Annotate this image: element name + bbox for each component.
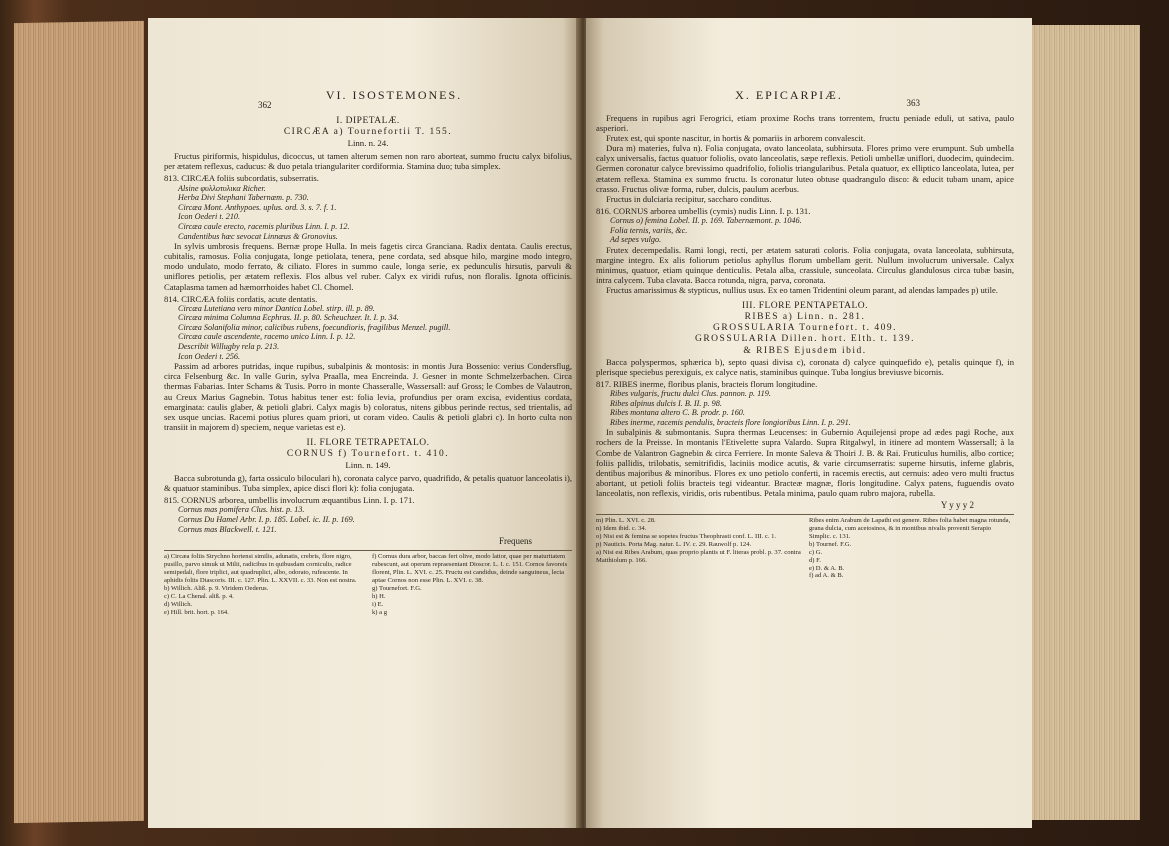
footnote: f) ad A. & B. bbox=[809, 572, 844, 580]
linnaeus-ref: Linn. n. 149. bbox=[345, 460, 391, 471]
synonym: Ribes alpinus dulcis I. B. II. p. 98. bbox=[610, 398, 722, 408]
footnote-column bbox=[596, 517, 801, 580]
paragraph: Frutex est, qui sponte nascitur, in hortis & pomariis in arborem convalescit. bbox=[606, 133, 866, 144]
page-number: 362 bbox=[258, 100, 272, 110]
footnotes bbox=[596, 514, 1014, 580]
footnote: i) E. bbox=[372, 600, 384, 608]
footnote: a) Nisi est Ribes Arabum, quas proprio plantis ut F. literas probl. p. 37. contra Matthiolum p. 166. bbox=[596, 548, 801, 564]
genus-heading: CIRCÆA a) Tournefortii T. 155. bbox=[283, 127, 453, 138]
synonym: Candentibus hæc sevocat Linnæus & Gronovius. bbox=[178, 231, 338, 241]
paragraph: Frequens in rupibus agri Ferogrici, etiam proxime Rochs trans torrentem, fructu peniade eduli, ut sativa, paulo asperiori. bbox=[596, 113, 1014, 134]
synonym: Herba Divi Stephani Tabernæm. p. 730. bbox=[178, 193, 309, 203]
footnote: b) Willich. Aliß. p. 9. Viridem Oederus. bbox=[164, 584, 269, 592]
synonym: Icon Oederi t. 210. bbox=[178, 212, 241, 222]
genus-description: Fructus piriformis, hispidulus, dicoccus, ut tamen alterum semen non raro aborteat, summo fructu calyx bifolius, per ætatem reflexus, caducus: & duo petala triangulariter cordiformia. Stamina duo; tuba simplex. bbox=[164, 151, 572, 172]
footnote: d) F. bbox=[809, 556, 821, 564]
synonym: Ad sepes vulgo. bbox=[610, 235, 662, 245]
running-head: X. EPICARPIÆ. bbox=[735, 88, 843, 102]
synonym: Circæa Solanifolia minor, calicibus rubens, foecundioris, fragilibus Menzel. pugill. bbox=[178, 322, 451, 332]
linnaeus-ref: Linn. n. 24. bbox=[347, 138, 389, 149]
section-heading: III. FLORE PENTAPETALO. bbox=[741, 301, 869, 312]
synonym: Circæa minima Columna Ecphras. II. p. 80. Scheuchzer. It. I. p. 34. bbox=[178, 313, 399, 323]
synonym: Ribes montana altero C. B. prodr. p. 160. bbox=[610, 408, 745, 418]
genus-heading: CORNUS f) Tournefort. t. 410. bbox=[286, 449, 450, 459]
footnotes bbox=[164, 550, 572, 616]
footnote-column bbox=[164, 553, 364, 616]
page-number: 363 bbox=[906, 98, 920, 108]
footnote: n) Idem ibid. c. 34. bbox=[596, 524, 647, 532]
entry-body: Frutex decempedalis. Rami longi, recti, per ætatem saturati coloris. Folia conjugata, ovata lanceolata, subhirsuta, margine integro. Ex alis foliorum petiolus aphyllus florum umbellam gerit. Nullum involucrum universale. Calyx minimus, quatuor, etiam quinque denticulis. Petala alba, crassiule, sunceolata. Circulus glandulosus circa tubæ basin, intra calycem. Tuba clavata. Bacca rotunda, nigra, parva, coronata. bbox=[596, 244, 1014, 285]
synonym: Describit Willugby rela p. 213. bbox=[178, 342, 280, 352]
footnote: b) Tournef. F.G. bbox=[809, 540, 852, 548]
footnote: p) Nauticis. Porta Mag. natur. L. IV. c. 29. Rauwolf p. 124. bbox=[596, 540, 752, 548]
footnote: k) a g bbox=[372, 608, 388, 616]
running-head: VI. ISOSTEMONES. bbox=[325, 88, 463, 102]
paragraph: Fructus in dulciaria recipitur, saccharo conditus. bbox=[606, 193, 772, 204]
synonym: Cornus mas pomifera Clus. hist. p. 13. bbox=[178, 505, 305, 515]
entry-body: In sylvis umbrosis frequens. Bernæ prope Hulla. In meis fagetis circa Granciana. Radix dentata. Caulis erectus, cubitalis, ramosus. Folia conjugata, longe petiolata, tenera, pene cordata, sed absque hilo, margine modo integro, modo undulato, modo ferrato, & ciliato. Flores in summo caule, longa serie, ex pedunculis hirsutis, parvuli & uniflores petiolis, per ætatem reflexis. Flos albus vel ruber. Calyx ex viridi rufus, non floralis. Ignota officinis. Cataplasma tamen ad hæmorrhoides habet Cl. Chomel. bbox=[164, 241, 572, 292]
signature-mark: Y y y y 2 bbox=[940, 499, 974, 510]
entry-heading: 816. CORNUS arborea umbellis (cymis) nudis Linn. I. p. 131. bbox=[596, 205, 811, 216]
section-heading: I. DIPETALÆ. bbox=[336, 116, 400, 126]
left-page-edges bbox=[14, 21, 144, 823]
footnote: Ribes enim Arabum de Lapathi est genere. Ribes folia habet magna rotunda, grana dulcia, cum acetosinos, & in montibus nivalis provenit Serapio Simplic. c. 131. bbox=[809, 517, 1011, 540]
synonym: Folia ternis, variis, &c. bbox=[610, 225, 688, 235]
footnote-column bbox=[372, 553, 572, 616]
synonym: Cornus o) femina Lobel. II. p. 169. Tabernæmont. p. 1046. bbox=[610, 215, 802, 225]
entry-heading: 815. CORNUS arborea, umbellis involucrum æquantibus Linn. I. p. 171. bbox=[164, 495, 415, 506]
footnote: f) Cornus dura arbor, baccas fert olive, modo latior, quae per maturitatem rubescunt, aut operum repraesentant Dioscor. L. I. c. 151. Cornos favoreis florent, Plin. L. XVI. c. 25. Fructu est candidus, deinde sanguineus, lecta aptae Cornos non esse Plin. L. XVI. c. 38. bbox=[372, 553, 568, 585]
genus-heading: GROSSULARIA Tournefort. t. 409. bbox=[713, 323, 897, 334]
footnote: c) C. La Chenal. aliß. p. 4. bbox=[164, 592, 234, 600]
synonym: Icon Oederi t. 256. bbox=[178, 351, 241, 361]
synonym: Circæa caule erecto, racemis pluribus Linn. I. p. 12. bbox=[178, 221, 350, 231]
footnote: g) Tournefort. F.G. bbox=[372, 584, 422, 592]
genus-heading: GROSSULARIA Dillen. hort. Elth. t. 139. bbox=[694, 334, 915, 345]
genus-heading: & RIBES Ejusdem ibid. bbox=[743, 345, 867, 356]
entry-heading: 814. CIRCÆA foliis cordatis, acute dentatis. bbox=[164, 293, 318, 304]
left-page bbox=[148, 18, 580, 828]
synonym: Cornus mas Blackwell. t. 121. bbox=[178, 524, 277, 534]
footnote: e) D. & A. B. bbox=[809, 564, 845, 572]
entry-heading: 813. CIRCÆA foliis subcordatis, subserratis. bbox=[164, 173, 319, 184]
synonym: Circæa Lutetiana vero minor Dantica Lobel. stirp. ill. p. 89. bbox=[178, 303, 375, 313]
genus-heading: RIBES a) Linn. n. 281. bbox=[744, 312, 866, 323]
section-heading: II. FLORE TETRAPETALO. bbox=[306, 437, 430, 448]
genus-description: Bacca subrotunda g), farta ossiculo biloculari h), coronata calyce parvo, quadrifido, & petalis quatuor lanceolatis i), & quatuor staminibus. Tuba simplex, apice disci flori k): folia conjugata. bbox=[164, 473, 572, 494]
right-text-block bbox=[596, 113, 1014, 818]
synonym: Circæa caule ascendente, racemo unico Linn. I. p. 12. bbox=[178, 332, 356, 342]
footnote-column bbox=[809, 517, 1014, 580]
footnote: m) Plin. L. XVI. c. 28. bbox=[596, 517, 656, 525]
entry-heading: 817. RIBES inerme, floribus planis, bracteis florum longitudine. bbox=[596, 378, 818, 389]
synonym: Circæa Mont. Anthypoes. uplus. ord. 3. s. 7. f. 1. bbox=[178, 202, 337, 212]
right-page-edges bbox=[1030, 25, 1140, 820]
synonym: Alsine φυλλοτυλικα Richer. bbox=[178, 183, 266, 193]
footnote: d) Willich. bbox=[164, 600, 193, 608]
left-text-block bbox=[164, 113, 572, 818]
footnote: h) H. bbox=[372, 592, 386, 600]
entry-body: Passim ad arbores putridas, inque rupibus, subalpinis & montosis: in montis Jura Bossenio: verius Condersflug, circa Felsenburg &c. In valle Gurin, sylva Praalla, mea Encreinda. J. Gesner in monte Schmelzerbachen. Circa thermas Fabarias. Inter Schams & Tusis. Porro in monte Chasseralle, Wassersall: auf Gross; le Combes de Valautron, au Creux Marius Gagnebin. Totus habitus tener est: folia levia, profundius per oram excisa, evidentius cordata, emarginata: caulis glaber, & petioli glabri. Calyx magis b) coloratus, nitens gibbus perinde rectus, sed trientalis, ad sex usque uncias. Racemi potius plures quam priori, ut coram video. Caulis & petioli glabri c). In horto culta non transiit in majorem d) speciem, neque varietas est e). bbox=[164, 361, 572, 432]
catchword: Frequens bbox=[499, 536, 532, 547]
synonym: Ribes inerme, racemis pendulis, bracteis flore longioribus Linn. I. p. 291. bbox=[610, 417, 851, 427]
footnote: o) Nisi est & femina se sopetes fructus Theophrasti conf. L. III. c. 1. bbox=[596, 532, 777, 540]
footnote: c) G. bbox=[809, 548, 823, 556]
synonym: Cornus Du Hamel Arbr. I. p. 185. Lobel. ic. II. p. 169. bbox=[178, 515, 355, 525]
right-page bbox=[586, 18, 1032, 828]
entry-body: In subalpinis & submontanis. Supra thermas Leucenses: in Gubernio Aquilejensi prope ad ædes pagi Roche, aux rochers de la Preisse. In montanis l'Etivelette supra Valardo. Supra Ritgalwyl, in itinere ad montem Wassersall; à la Combe de Valantron Gagnebin & circa Ferriere. In monte Saleva & Thoiri J. B. & Rai. Fruticulus humilis, albo cortice; foliis pallidis, trilobatis, semitrifidis, laciniis modice acutis, & varie circumserratis: superne hirsutis, inferne glabris, dentibus majoribus & minoribus. Flores ex uno petiolo conferti, in racemis erectis, aut cernuis: adeo vero multi fructus abortant, ut petioli foliis bracteis tegi videantur. Bracteæ magnæ, floris longitudine. Calyx patens, fuguendis ovato lanceolatis, non reflexis, viridis, oris rubentibus. Petala minima, paulo quam rubro majora, rubella. bbox=[596, 427, 1014, 498]
genus-description: Bacca polyspermos, sphærica b), septo quasi divisa c), coronata d) calyce quinquefido e), petalis quinque f), in plerisque speciebus perexiguis, ex calyce natis, staminibus quinque. Tuba longius breviusve bicornis. bbox=[596, 356, 1014, 377]
paragraph: Dura m) materies, fulva n). Folia conjugata, ovato lanceolata, subhirsuta. Flores primo vere erumpunt. Sub umbella calyx universalis, factus quatuor foliolis, ovato lanceolatis, sæpe reflexis. Petioli umbellæ uniflori, duodecim, quindecim. Germen coronatur calyce brevissimo quadrifolio, foliolis triangularibus. Petala quatuor, ex elliptico lanceolata, lutea, per ætatem reflexa. Stamina ex summo fructu. Is coronatur luteo obtuse quadrangulo disco: & educit tubam unam, apice crasso. Fructus olivæ forma, ruber, dulcis, paulum acerbus. bbox=[596, 143, 1014, 194]
synonym: Ribes vulgaris, fructu dulci Clus. pannon. p. 119. bbox=[610, 388, 771, 398]
entry-body: Fructus amarissimus & stypticus, nullius usus. Ex eo tamen Tridentini oleum parant, ad alendas lampades p) utile. bbox=[606, 285, 998, 296]
footnote: a) Circæa foliis Strychno hortensi similis, adunatis, crebris, flore nigro, pusillo, parvo simuk ut Milii, radicibus in quibusdam corniculis, radice semipedali, flore triplici, aut quadruplici, albo, odorato, rufescente. In aphidis foliis Diascoris. III. c. 127. Plin. L. XXVII. c. 33. Non est nostra. bbox=[164, 553, 357, 585]
footnote: e) Hill. brit. hort. p. 164. bbox=[164, 608, 229, 616]
